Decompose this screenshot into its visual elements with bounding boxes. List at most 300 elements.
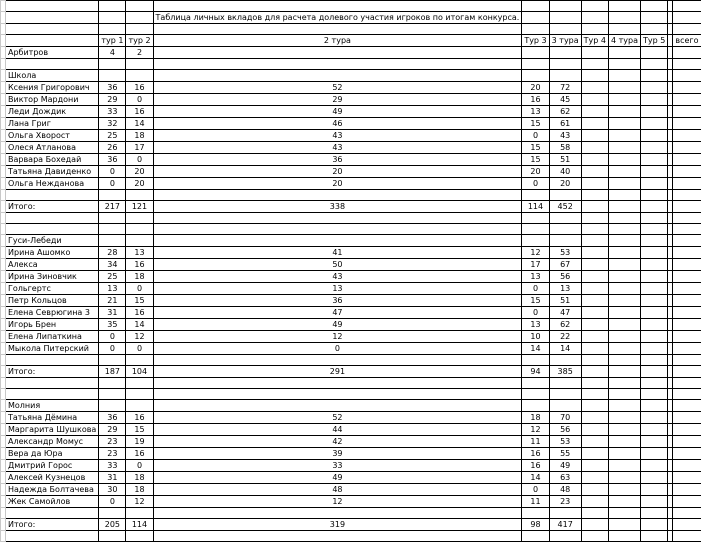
score-cell[interactable]: 50 (153, 259, 522, 271)
empty-cell[interactable] (673, 154, 701, 166)
empty-cell[interactable] (126, 508, 153, 519)
score-cell[interactable]: 47 (153, 307, 522, 319)
empty-cell[interactable] (609, 24, 641, 35)
score-cell[interactable]: 20 (522, 82, 549, 94)
empty-cell[interactable] (522, 235, 549, 247)
empty-cell[interactable] (581, 12, 608, 24)
empty-cell[interactable] (522, 12, 549, 24)
score-cell[interactable]: 28 (99, 247, 126, 259)
empty-cell[interactable] (126, 59, 153, 70)
empty-cell[interactable] (609, 47, 641, 59)
empty-cell[interactable] (126, 224, 153, 235)
score-cell[interactable]: 34 (99, 259, 126, 271)
score-cell[interactable]: 21 (99, 295, 126, 307)
empty-cell[interactable] (6, 355, 99, 366)
empty-cell[interactable] (609, 247, 641, 259)
score-cell[interactable]: 19 (126, 436, 153, 448)
empty-cell[interactable] (153, 508, 522, 519)
arbiters-value[interactable]: 2 (126, 47, 153, 59)
score-cell[interactable]: 20 (153, 166, 522, 178)
score-cell[interactable]: 12 (126, 496, 153, 508)
empty-cell[interactable] (673, 531, 701, 542)
score-cell[interactable]: 25 (99, 130, 126, 142)
score-cell[interactable]: 36 (153, 295, 522, 307)
total-value[interactable]: 338 (153, 201, 522, 213)
score-cell[interactable]: 45 (549, 94, 581, 106)
empty-cell[interactable] (673, 47, 701, 59)
player-name[interactable]: Татьяна Давиденко (6, 166, 99, 178)
empty-cell[interactable] (673, 519, 701, 531)
score-cell[interactable]: 49 (153, 319, 522, 331)
player-name[interactable]: Леди Дождик (6, 106, 99, 118)
empty-cell[interactable] (641, 412, 668, 424)
empty-cell[interactable] (673, 436, 701, 448)
empty-cell[interactable] (609, 271, 641, 283)
empty-cell[interactable] (673, 12, 701, 24)
total-value[interactable]: 114 (522, 201, 549, 213)
empty-cell[interactable] (673, 484, 701, 496)
player-name[interactable]: Игорь Брен (6, 319, 99, 331)
empty-cell[interactable] (6, 1, 99, 12)
score-cell[interactable]: 12 (522, 424, 549, 436)
total-label[interactable]: Итого: (6, 519, 99, 531)
empty-cell[interactable] (549, 59, 581, 70)
score-cell[interactable]: 16 (522, 460, 549, 472)
empty-cell[interactable] (549, 389, 581, 400)
score-cell[interactable]: 0 (522, 130, 549, 142)
empty-cell[interactable] (641, 166, 668, 178)
empty-cell[interactable] (641, 448, 668, 460)
empty-cell[interactable] (673, 130, 701, 142)
empty-cell[interactable] (641, 12, 668, 24)
empty-cell[interactable] (673, 271, 701, 283)
score-cell[interactable]: 18 (126, 130, 153, 142)
empty-cell[interactable] (609, 82, 641, 94)
score-cell[interactable]: 22 (549, 331, 581, 343)
empty-cell[interactable] (641, 531, 668, 542)
score-cell[interactable]: 36 (153, 154, 522, 166)
empty-cell[interactable] (641, 366, 668, 378)
empty-cell[interactable] (549, 531, 581, 542)
empty-cell[interactable] (549, 190, 581, 201)
empty-cell[interactable] (6, 508, 99, 519)
score-cell[interactable]: 0 (99, 496, 126, 508)
empty-cell[interactable] (673, 389, 701, 400)
column-header[interactable]: всего (673, 35, 701, 47)
empty-cell[interactable] (609, 190, 641, 201)
score-cell[interactable]: 12 (126, 331, 153, 343)
player-name[interactable]: Надежда Болтачева (6, 484, 99, 496)
player-name[interactable]: Жек Самойлов (6, 496, 99, 508)
empty-cell[interactable] (609, 343, 641, 355)
empty-cell[interactable] (581, 389, 608, 400)
empty-cell[interactable] (641, 389, 668, 400)
score-cell[interactable]: 44 (153, 424, 522, 436)
empty-cell[interactable] (609, 94, 641, 106)
score-cell[interactable]: 13 (522, 106, 549, 118)
empty-cell[interactable] (609, 259, 641, 271)
score-cell[interactable]: 49 (153, 472, 522, 484)
score-cell[interactable]: 13 (522, 271, 549, 283)
empty-cell[interactable] (641, 154, 668, 166)
empty-cell[interactable] (609, 366, 641, 378)
score-cell[interactable]: 0 (522, 178, 549, 190)
empty-cell[interactable] (581, 448, 608, 460)
score-cell[interactable]: 61 (549, 118, 581, 130)
score-cell[interactable]: 53 (549, 247, 581, 259)
empty-cell[interactable] (641, 224, 668, 235)
empty-cell[interactable] (99, 378, 126, 389)
score-cell[interactable]: 16 (522, 448, 549, 460)
empty-cell[interactable] (581, 496, 608, 508)
empty-cell[interactable] (581, 484, 608, 496)
empty-cell[interactable] (99, 190, 126, 201)
empty-cell[interactable] (153, 531, 522, 542)
empty-cell[interactable] (99, 59, 126, 70)
score-cell[interactable]: 53 (549, 436, 581, 448)
empty-cell[interactable] (153, 24, 522, 35)
team-name[interactable]: Гуси-Лебеди (6, 235, 99, 247)
empty-cell[interactable] (522, 24, 549, 35)
score-cell[interactable]: 30 (99, 484, 126, 496)
score-cell[interactable]: 49 (549, 460, 581, 472)
empty-cell[interactable] (673, 355, 701, 366)
empty-cell[interactable] (673, 378, 701, 389)
player-name[interactable]: Ирина Ашомко (6, 247, 99, 259)
total-label[interactable]: Итого: (6, 366, 99, 378)
empty-cell[interactable] (673, 1, 701, 12)
empty-cell[interactable] (641, 496, 668, 508)
empty-cell[interactable] (673, 448, 701, 460)
score-cell[interactable]: 31 (99, 307, 126, 319)
empty-cell[interactable] (153, 235, 522, 247)
empty-cell[interactable] (99, 389, 126, 400)
empty-cell[interactable] (609, 378, 641, 389)
empty-cell[interactable] (641, 460, 668, 472)
score-cell[interactable]: 33 (153, 460, 522, 472)
total-value[interactable]: 217 (99, 201, 126, 213)
score-cell[interactable]: 13 (126, 247, 153, 259)
empty-cell[interactable] (673, 472, 701, 484)
table-title[interactable]: Таблица личных вкладов для расчета долевого участия игроков по итогам конкурса. (153, 12, 522, 24)
score-cell[interactable]: 16 (522, 94, 549, 106)
empty-cell[interactable] (99, 70, 126, 82)
total-value[interactable]: 205 (99, 519, 126, 531)
total-value[interactable]: 94 (522, 366, 549, 378)
empty-cell[interactable] (581, 319, 608, 331)
total-value[interactable]: 187 (99, 366, 126, 378)
empty-cell[interactable] (6, 24, 99, 35)
score-cell[interactable]: 33 (99, 460, 126, 472)
total-value[interactable]: 417 (549, 519, 581, 531)
player-name[interactable]: Ольга Хворост (6, 130, 99, 142)
score-cell[interactable]: 52 (153, 82, 522, 94)
score-cell[interactable]: 32 (99, 118, 126, 130)
empty-cell[interactable] (581, 519, 608, 531)
score-cell[interactable]: 62 (549, 106, 581, 118)
empty-cell[interactable] (6, 224, 99, 235)
total-value[interactable]: 98 (522, 519, 549, 531)
empty-cell[interactable] (673, 166, 701, 178)
empty-cell[interactable] (673, 295, 701, 307)
score-cell[interactable]: 15 (522, 295, 549, 307)
empty-cell[interactable] (641, 378, 668, 389)
column-header[interactable]: 2 тура (153, 35, 522, 47)
empty-cell[interactable] (641, 235, 668, 247)
empty-cell[interactable] (609, 331, 641, 343)
score-cell[interactable]: 11 (522, 436, 549, 448)
score-cell[interactable]: 20 (126, 166, 153, 178)
score-cell[interactable]: 48 (153, 484, 522, 496)
arbiters-value[interactable]: 4 (99, 47, 126, 59)
empty-cell[interactable] (609, 424, 641, 436)
empty-cell[interactable] (609, 508, 641, 519)
empty-cell[interactable] (522, 508, 549, 519)
score-cell[interactable]: 43 (549, 130, 581, 142)
score-cell[interactable]: 36 (99, 154, 126, 166)
score-cell[interactable]: 13 (549, 283, 581, 295)
score-cell[interactable]: 14 (126, 319, 153, 331)
empty-cell[interactable] (581, 355, 608, 366)
score-cell[interactable]: 20 (126, 178, 153, 190)
empty-cell[interactable] (549, 235, 581, 247)
score-cell[interactable]: 16 (126, 448, 153, 460)
score-cell[interactable]: 43 (153, 271, 522, 283)
empty-cell[interactable] (641, 508, 668, 519)
score-cell[interactable]: 18 (126, 484, 153, 496)
score-cell[interactable]: 14 (126, 118, 153, 130)
column-header[interactable]: Тур 3 (522, 35, 549, 47)
empty-cell[interactable] (522, 213, 549, 224)
score-cell[interactable]: 33 (99, 106, 126, 118)
empty-cell[interactable] (609, 389, 641, 400)
player-name[interactable]: Маргарита Шушкова (6, 424, 99, 436)
empty-cell[interactable] (673, 82, 701, 94)
empty-cell[interactable] (581, 271, 608, 283)
empty-cell[interactable] (673, 412, 701, 424)
empty-cell[interactable] (609, 319, 641, 331)
team-name[interactable]: Молния (6, 400, 99, 412)
empty-cell[interactable] (126, 531, 153, 542)
empty-cell[interactable] (609, 142, 641, 154)
column-header[interactable]: 4 тура (609, 35, 641, 47)
player-name[interactable]: Татьяна Дёмина (6, 412, 99, 424)
column-header[interactable]: Тур 4 (581, 35, 608, 47)
score-cell[interactable]: 13 (153, 283, 522, 295)
empty-cell[interactable] (126, 12, 153, 24)
empty-cell[interactable] (581, 224, 608, 235)
empty-cell[interactable] (581, 400, 608, 412)
empty-cell[interactable] (641, 259, 668, 271)
column-header[interactable]: 3 тура (549, 35, 581, 47)
empty-cell[interactable] (641, 82, 668, 94)
score-cell[interactable]: 0 (99, 178, 126, 190)
player-name[interactable]: Александр Момус (6, 436, 99, 448)
empty-cell[interactable] (581, 412, 608, 424)
empty-cell[interactable] (6, 12, 99, 24)
score-cell[interactable]: 15 (522, 154, 549, 166)
empty-cell[interactable] (581, 190, 608, 201)
empty-cell[interactable] (581, 343, 608, 355)
score-cell[interactable]: 0 (126, 283, 153, 295)
empty-cell[interactable] (581, 201, 608, 213)
empty-cell[interactable] (673, 59, 701, 70)
empty-cell[interactable] (153, 355, 522, 366)
empty-cell[interactable] (609, 1, 641, 12)
score-cell[interactable]: 0 (522, 307, 549, 319)
empty-cell[interactable] (673, 400, 701, 412)
empty-cell[interactable] (581, 283, 608, 295)
column-header[interactable]: тур 1 (99, 35, 126, 47)
empty-cell[interactable] (126, 213, 153, 224)
player-name[interactable]: Мыкола Питерский (6, 343, 99, 355)
total-value[interactable]: 291 (153, 366, 522, 378)
empty-cell[interactable] (673, 331, 701, 343)
empty-cell[interactable] (609, 235, 641, 247)
score-cell[interactable]: 29 (99, 424, 126, 436)
player-name[interactable]: Вера да Юра (6, 448, 99, 460)
empty-cell[interactable] (609, 224, 641, 235)
score-cell[interactable]: 15 (522, 118, 549, 130)
score-cell[interactable]: 20 (522, 166, 549, 178)
column-header[interactable]: тур 2 (126, 35, 153, 47)
empty-cell[interactable] (641, 424, 668, 436)
empty-cell[interactable] (153, 224, 522, 235)
empty-cell[interactable] (99, 12, 126, 24)
empty-cell[interactable] (99, 213, 126, 224)
empty-cell[interactable] (153, 1, 522, 12)
player-name[interactable]: Петр Кольцов (6, 295, 99, 307)
empty-cell[interactable] (581, 70, 608, 82)
empty-cell[interactable] (522, 1, 549, 12)
empty-cell[interactable] (522, 389, 549, 400)
score-cell[interactable]: 62 (549, 319, 581, 331)
score-cell[interactable]: 11 (522, 496, 549, 508)
empty-cell[interactable] (153, 59, 522, 70)
score-cell[interactable]: 0 (522, 283, 549, 295)
score-cell[interactable]: 0 (99, 331, 126, 343)
empty-cell[interactable] (99, 235, 126, 247)
score-cell[interactable]: 72 (549, 82, 581, 94)
empty-cell[interactable] (609, 448, 641, 460)
empty-cell[interactable] (609, 106, 641, 118)
score-cell[interactable]: 39 (153, 448, 522, 460)
player-name[interactable]: Ксения Григорович (6, 82, 99, 94)
score-cell[interactable]: 36 (99, 82, 126, 94)
score-cell[interactable]: 35 (99, 319, 126, 331)
score-cell[interactable]: 13 (522, 319, 549, 331)
empty-cell[interactable] (549, 12, 581, 24)
empty-cell[interactable] (153, 190, 522, 201)
empty-cell[interactable] (522, 355, 549, 366)
score-cell[interactable]: 14 (549, 343, 581, 355)
empty-cell[interactable] (549, 70, 581, 82)
empty-cell[interactable] (641, 130, 668, 142)
empty-cell[interactable] (581, 295, 608, 307)
empty-cell[interactable] (641, 118, 668, 130)
empty-cell[interactable] (641, 1, 668, 12)
total-value[interactable]: 452 (549, 201, 581, 213)
empty-cell[interactable] (581, 118, 608, 130)
empty-cell[interactable] (522, 190, 549, 201)
empty-cell[interactable] (641, 400, 668, 412)
empty-cell[interactable] (673, 366, 701, 378)
empty-cell[interactable] (581, 436, 608, 448)
empty-cell[interactable] (641, 47, 668, 59)
empty-cell[interactable] (581, 331, 608, 343)
empty-cell[interactable] (549, 1, 581, 12)
empty-cell[interactable] (549, 355, 581, 366)
score-cell[interactable]: 0 (99, 166, 126, 178)
empty-cell[interactable] (6, 190, 99, 201)
score-cell[interactable]: 42 (153, 436, 522, 448)
empty-cell[interactable] (641, 24, 668, 35)
player-name[interactable]: Лана Григ (6, 118, 99, 130)
player-name[interactable]: Елена Севрюгина 3 (6, 307, 99, 319)
player-name[interactable]: Елена Липаткина (6, 331, 99, 343)
score-cell[interactable]: 56 (549, 424, 581, 436)
empty-cell[interactable] (549, 213, 581, 224)
empty-cell[interactable] (609, 496, 641, 508)
score-cell[interactable]: 13 (99, 283, 126, 295)
empty-cell[interactable] (673, 190, 701, 201)
score-cell[interactable]: 16 (126, 106, 153, 118)
empty-cell[interactable] (99, 24, 126, 35)
empty-cell[interactable] (609, 412, 641, 424)
empty-cell[interactable] (126, 378, 153, 389)
empty-cell[interactable] (581, 130, 608, 142)
score-cell[interactable]: 16 (126, 307, 153, 319)
score-cell[interactable]: 18 (522, 412, 549, 424)
player-name[interactable]: Ирина Зиновчик (6, 271, 99, 283)
empty-cell[interactable] (641, 271, 668, 283)
empty-cell[interactable] (609, 154, 641, 166)
column-header[interactable]: Тур 5 (641, 35, 668, 47)
empty-cell[interactable] (673, 201, 701, 213)
empty-cell[interactable] (126, 190, 153, 201)
empty-cell[interactable] (641, 436, 668, 448)
empty-cell[interactable] (609, 484, 641, 496)
empty-cell[interactable] (673, 213, 701, 224)
empty-cell[interactable] (522, 224, 549, 235)
empty-cell[interactable] (126, 389, 153, 400)
empty-cell[interactable] (581, 82, 608, 94)
empty-cell[interactable] (581, 59, 608, 70)
empty-cell[interactable] (673, 235, 701, 247)
empty-cell[interactable] (641, 295, 668, 307)
score-cell[interactable]: 15 (126, 424, 153, 436)
empty-cell[interactable] (522, 531, 549, 542)
empty-cell[interactable] (6, 531, 99, 542)
score-cell[interactable]: 41 (153, 247, 522, 259)
empty-cell[interactable] (549, 24, 581, 35)
score-cell[interactable]: 10 (522, 331, 549, 343)
empty-cell[interactable] (6, 59, 99, 70)
player-name[interactable]: Ольга Нежданова (6, 178, 99, 190)
empty-cell[interactable] (581, 142, 608, 154)
score-cell[interactable]: 29 (99, 94, 126, 106)
empty-cell[interactable] (99, 224, 126, 235)
empty-cell[interactable] (641, 343, 668, 355)
empty-cell[interactable] (581, 24, 608, 35)
score-cell[interactable]: 63 (549, 472, 581, 484)
empty-cell[interactable] (673, 343, 701, 355)
empty-cell[interactable] (673, 106, 701, 118)
empty-cell[interactable] (673, 460, 701, 472)
empty-cell[interactable] (641, 319, 668, 331)
score-cell[interactable]: 23 (99, 436, 126, 448)
empty-cell[interactable] (99, 508, 126, 519)
